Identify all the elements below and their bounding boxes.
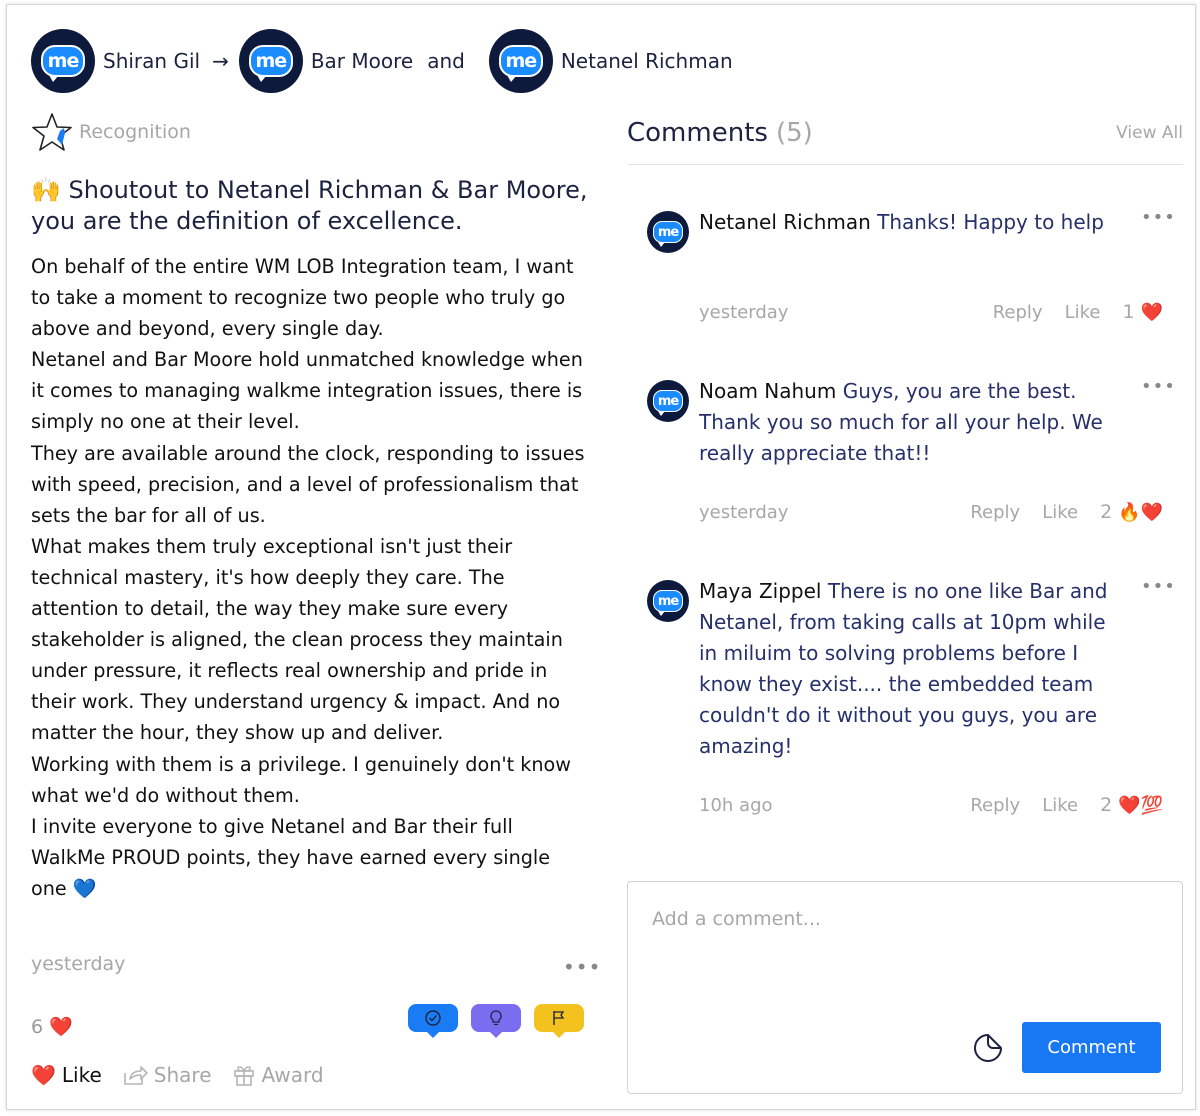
post-headline: 🙌 Shoutout to Netanel Richman & Bar Moore, you are the definition of excellence.: [31, 176, 588, 235]
comment-author[interactable]: Netanel Richman: [699, 210, 871, 234]
comment-text: [699, 207, 1119, 238]
avatar[interactable]: [647, 211, 689, 253]
comment-reaction-count: 2: [1100, 794, 1113, 816]
comment-input[interactable]: [652, 908, 1152, 930]
comment-composer: [627, 881, 1183, 1094]
heart-icon: ❤️: [31, 1063, 56, 1087]
comment-like-button[interactable]: Like: [1064, 301, 1101, 323]
award-label: Award: [261, 1063, 324, 1087]
comment-footer: [699, 497, 1163, 527]
post-type-label: Recognition: [79, 121, 191, 143]
share-icon: [122, 1063, 148, 1087]
recipient-name[interactable]: Bar Moore: [310, 49, 414, 73]
flag-badge-icon: [534, 1004, 584, 1032]
reply-button[interactable]: Reply: [970, 501, 1021, 523]
post-reaction-summary[interactable]: [31, 1015, 73, 1038]
sticker-icon[interactable]: [972, 1032, 1004, 1064]
me-logo: me: [41, 45, 85, 77]
post-timestamp: yesterday: [31, 953, 126, 975]
me-logo: me: [653, 590, 683, 612]
comment-footer: [699, 297, 1163, 327]
comment-text: [699, 576, 1119, 762]
reply-button[interactable]: Reply: [992, 301, 1043, 323]
post-content: [31, 111, 591, 904]
comment-more-icon[interactable]: •••: [1141, 576, 1176, 597]
conjunction: and: [427, 49, 465, 73]
comments-panel: [627, 101, 1183, 165]
reply-button[interactable]: Reply: [970, 794, 1021, 816]
award-button[interactable]: [232, 1063, 324, 1087]
avatar[interactable]: [31, 29, 95, 93]
participants-header: [31, 29, 733, 93]
comment-body: Thanks! Happy to help: [877, 210, 1104, 234]
comment-submit-button[interactable]: Comment: [1022, 1022, 1161, 1073]
comment-reaction-count: 2: [1100, 501, 1113, 523]
comment-like-button[interactable]: Like: [1042, 501, 1079, 523]
comments-header: [627, 101, 1183, 165]
lightbulb-badge-icon: [471, 1004, 521, 1032]
heart-hundred-icon[interactable]: ❤️💯: [1118, 794, 1163, 816]
comment-like-button[interactable]: Like: [1042, 794, 1079, 816]
me-logo: me: [499, 45, 543, 77]
arrow-icon: →: [212, 49, 229, 73]
comment-footer: [699, 790, 1163, 820]
check-badge-icon: [408, 1004, 458, 1032]
avatar[interactable]: [647, 580, 689, 622]
heart-icon: ❤️: [49, 1016, 73, 1038]
share-label: Share: [153, 1063, 212, 1087]
post-type: [31, 111, 591, 153]
comment-author[interactable]: Noam Nahum: [699, 379, 837, 403]
me-logo: me: [653, 390, 683, 412]
heart-icon[interactable]: ❤️: [1140, 301, 1163, 323]
comment-more-icon[interactable]: •••: [1141, 376, 1176, 397]
avatar[interactable]: [239, 29, 303, 93]
like-button[interactable]: [31, 1063, 102, 1087]
view-all-link[interactable]: View All: [1116, 122, 1183, 143]
comment-timestamp: yesterday: [699, 501, 789, 523]
like-label: Like: [61, 1063, 102, 1087]
recognition-card: [6, 4, 1196, 1110]
post-body: On behalf of the entire WM LOB Integration team, I want to take a moment to recognize two people who truly go above and beyond, every single day. Netanel and Bar Moore hold unmatched knowledge when it comes to managing walkme integration issues, there is simply no one at their level. They are available around the clock, responding to issues with speed, precision, and a level of professionalism that sets the bar for all of us. What makes them truly exceptional isn't just their technical mastery, it's how deeply they care. The attention to detail, the way they make sure every stakeholder is aligned, the clean process they maintain under pressure, it reflects real ownership and pride in their work. They understand urgency & impact. And no matter the hour, they show up and deliver. Working with them is a privilege. I genuinely don't know what we'd do without them. I invite everyone to give Netanel and Bar their full WalkMe PROUD points, they have earned every single one 💙: [31, 255, 585, 900]
star-icon: [31, 111, 73, 153]
post-more-icon[interactable]: •••: [563, 955, 602, 979]
comments-title-label: Comments: [627, 117, 768, 148]
comment-timestamp: yesterday: [699, 301, 789, 323]
comments-count: (5): [775, 117, 813, 148]
avatar[interactable]: [647, 380, 689, 422]
avatar[interactable]: [489, 29, 553, 93]
comment-body: There is no one like Bar and Netanel, from taking calls at 10pm while in miluim to solving problems before I know they exist.... the embedded team couldn't do it without you guys, you are amazing!: [699, 579, 1108, 758]
value-badges: [408, 1004, 584, 1032]
comment-body: Guys, you are the best. Thank you so much for all your help. We really appreciate that!!: [699, 379, 1103, 465]
comment-timestamp: 10h ago: [699, 794, 773, 816]
me-logo: me: [653, 221, 683, 243]
comments-title: [627, 118, 813, 148]
comment-author[interactable]: Maya Zippel: [699, 579, 822, 603]
share-button[interactable]: [122, 1063, 212, 1087]
post-actions: [31, 1063, 344, 1087]
me-logo: me: [249, 45, 293, 77]
giver-name[interactable]: Shiran Gil: [103, 49, 201, 73]
comment-more-icon[interactable]: •••: [1141, 207, 1176, 228]
fire-heart-icon[interactable]: 🔥❤️: [1118, 501, 1163, 523]
gift-icon: [232, 1063, 256, 1087]
comment-reaction-count: 1: [1122, 301, 1135, 323]
recipient-name[interactable]: Netanel Richman: [560, 49, 733, 73]
comment-text: [699, 376, 1119, 469]
reaction-count: 6: [31, 1015, 44, 1038]
